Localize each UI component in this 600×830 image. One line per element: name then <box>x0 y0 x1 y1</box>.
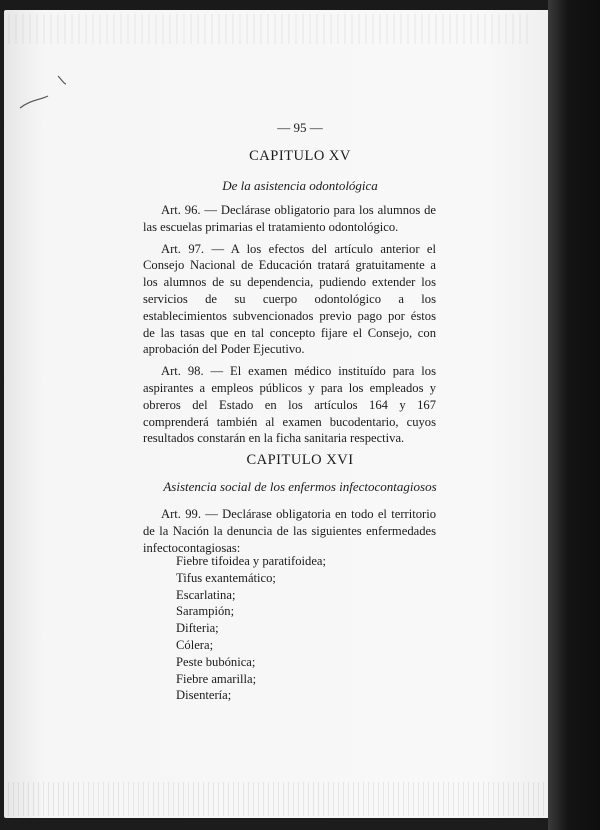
chapter-xv-title: CAPITULO XV <box>249 148 351 164</box>
list-item: Peste bubónica; <box>176 654 256 669</box>
article-99: Art. 99. — Declárase obligatoria en todo el territorio de la Nación la denuncia de las siguientes enfermedades infectocontagiosas: <box>143 507 436 555</box>
list-item: Difteria; <box>176 621 219 636</box>
scan-noise-bottom <box>8 782 548 816</box>
pencil-mark <box>18 70 78 120</box>
article-97: Art. 97. — A los efectos del artículo anterior el Consejo Nacional de Educación tratará gratuitamente a los alumnos de su dependencia, pudiendo extender los servicios de su cuerpo odontológico a los establecimientos subvencionados previo pago por éstos de las tasas que en tal concepto fijare el Consejo, con aprobación del Poder Ejecutivo. <box>143 241 436 357</box>
article-96: Art. 96. — Declárase obligatorio para los alumnos de las escuelas primarias el tratamiento odontológico. <box>143 203 436 234</box>
list-item: Sarampión; <box>176 604 235 619</box>
list-item: Disentería; <box>176 688 232 703</box>
chapter-xv-body <box>143 202 436 447</box>
page-number: — 95 — <box>277 120 323 135</box>
list-item: Fiebre amarilla; <box>176 671 257 686</box>
chapter-xvi-subtitle: Asistencia social de los enfermos infectocontagiosos <box>163 479 437 494</box>
article-98: Art. 98. — El examen médico instituído para los aspirantes a empleos públicos y para los empleados y obreros del Estado en los artículos 164 y 167 comprenderá también al examen bucodentario, cuyos resultados constarán en la ficha sanitaria respectiva. <box>143 364 436 446</box>
list-item: Fiebre tifoidea y paratifoidea; <box>176 554 327 568</box>
chapter-xv-subtitle: De la asistencia odontológica <box>222 178 378 193</box>
scan-noise-top <box>8 14 528 44</box>
chapter-xvi-body <box>143 506 436 556</box>
list-item: Cólera; <box>176 637 214 652</box>
list-item: Escarlatina; <box>176 587 236 602</box>
list-item: Tifus exantemático; <box>176 570 276 585</box>
chapter-xvi-title: CAPITULO XVI <box>246 452 354 468</box>
disease-list <box>176 553 376 704</box>
